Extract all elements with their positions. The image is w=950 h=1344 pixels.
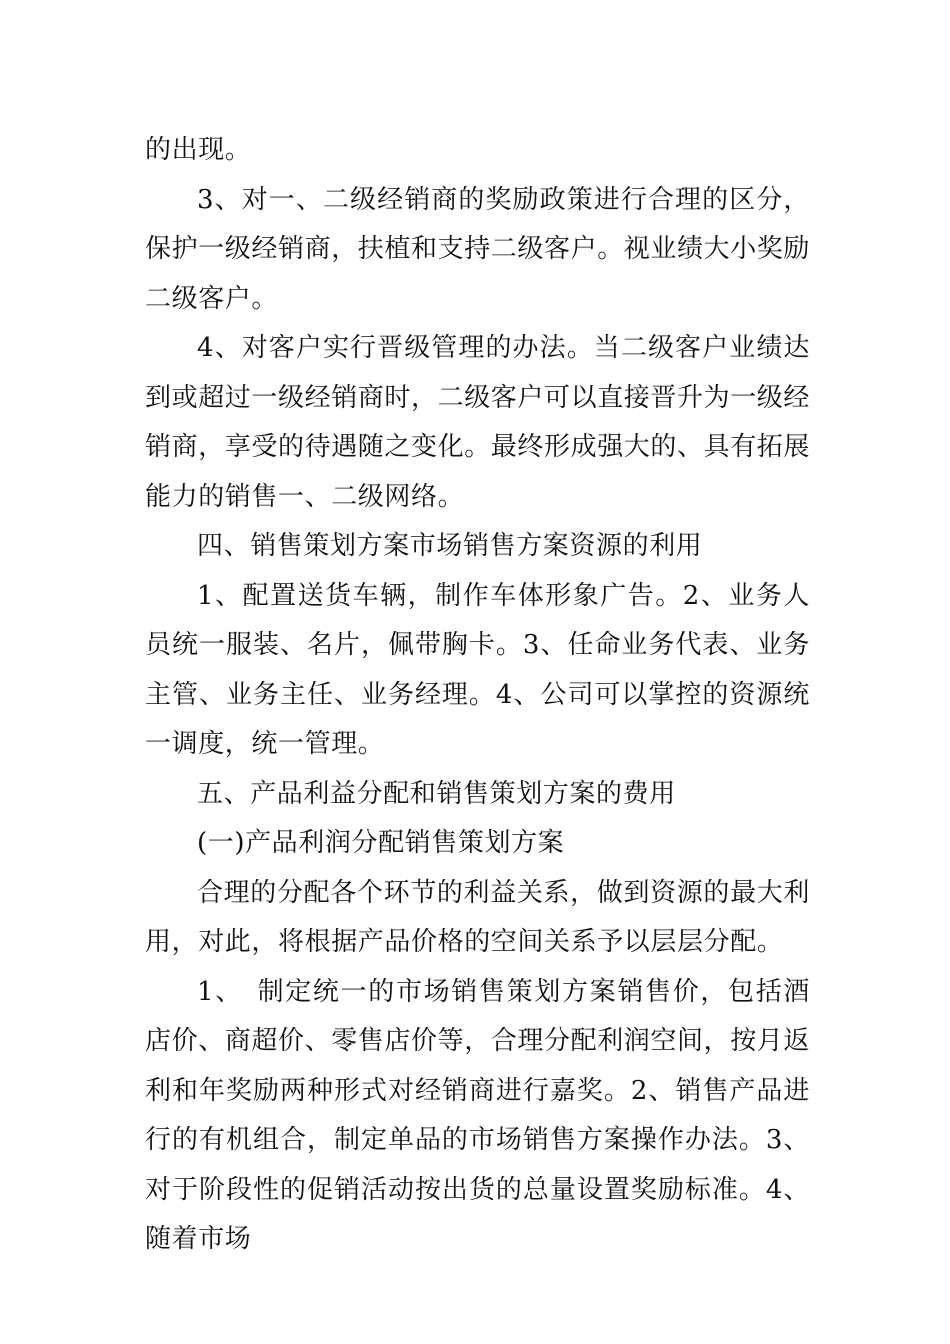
paragraph-customer-promotion: 4、对客户实行晋级管理的办法。当二级客户业绩达到或超过一级经销商时，二级客户可以直接晋升为一级经销商，享受的待遇随之变化。最终形成强大的、具有拓展能力的销售一、二级网络。: [145, 333, 811, 512]
paragraph-pricing-items: 1、 制定统一的市场销售策划方案销售价，包括酒店价、商超价、零售店价等，合理分配利润空间，按月返利和年奖励两种形式对经销商进行嘉奖。2、销售产品进行的有机组合，制定单品的市场销售方案操作办法。3、对于阶段性的促销活动按出货的总量设置奖励标准。4、随着市场: [145, 976, 811, 1254]
document-body: [145, 126, 810, 1265]
paragraph-continuation: 的出现。: [145, 135, 252, 165]
section-heading-profit-allocation: 五、产品利益分配和销售策划方案的费用: [197, 778, 676, 809]
paragraph-profit-distribution-intro: 合理的分配各个环节的利益关系，做到资源的最大利用，对此，将根据产品价格的空间关系予以层层分配。: [145, 877, 810, 957]
section-heading-resources: 四、销售策划方案市场销售方案资源的利用: [197, 531, 703, 561]
paragraph-dealer-incentives: 3、对一、二级经销商的奖励政策进行合理的区分，保护一级经销商，扶植和支持二级客户。视业绩大小奖励二级客户。: [145, 184, 811, 314]
paragraph-resource-items: 1、配置送货车辆，制作车体形象广告。2、业务人员统一服装、名片，佩带胸卡。3、任命业务代表、业务主管、业务主任、业务经理。4、公司可以掌控的资源统一调度，统一管理。: [145, 580, 810, 759]
subsection-heading-profit-distribution: (一)产品利润分配销售策划方案: [197, 828, 565, 858]
